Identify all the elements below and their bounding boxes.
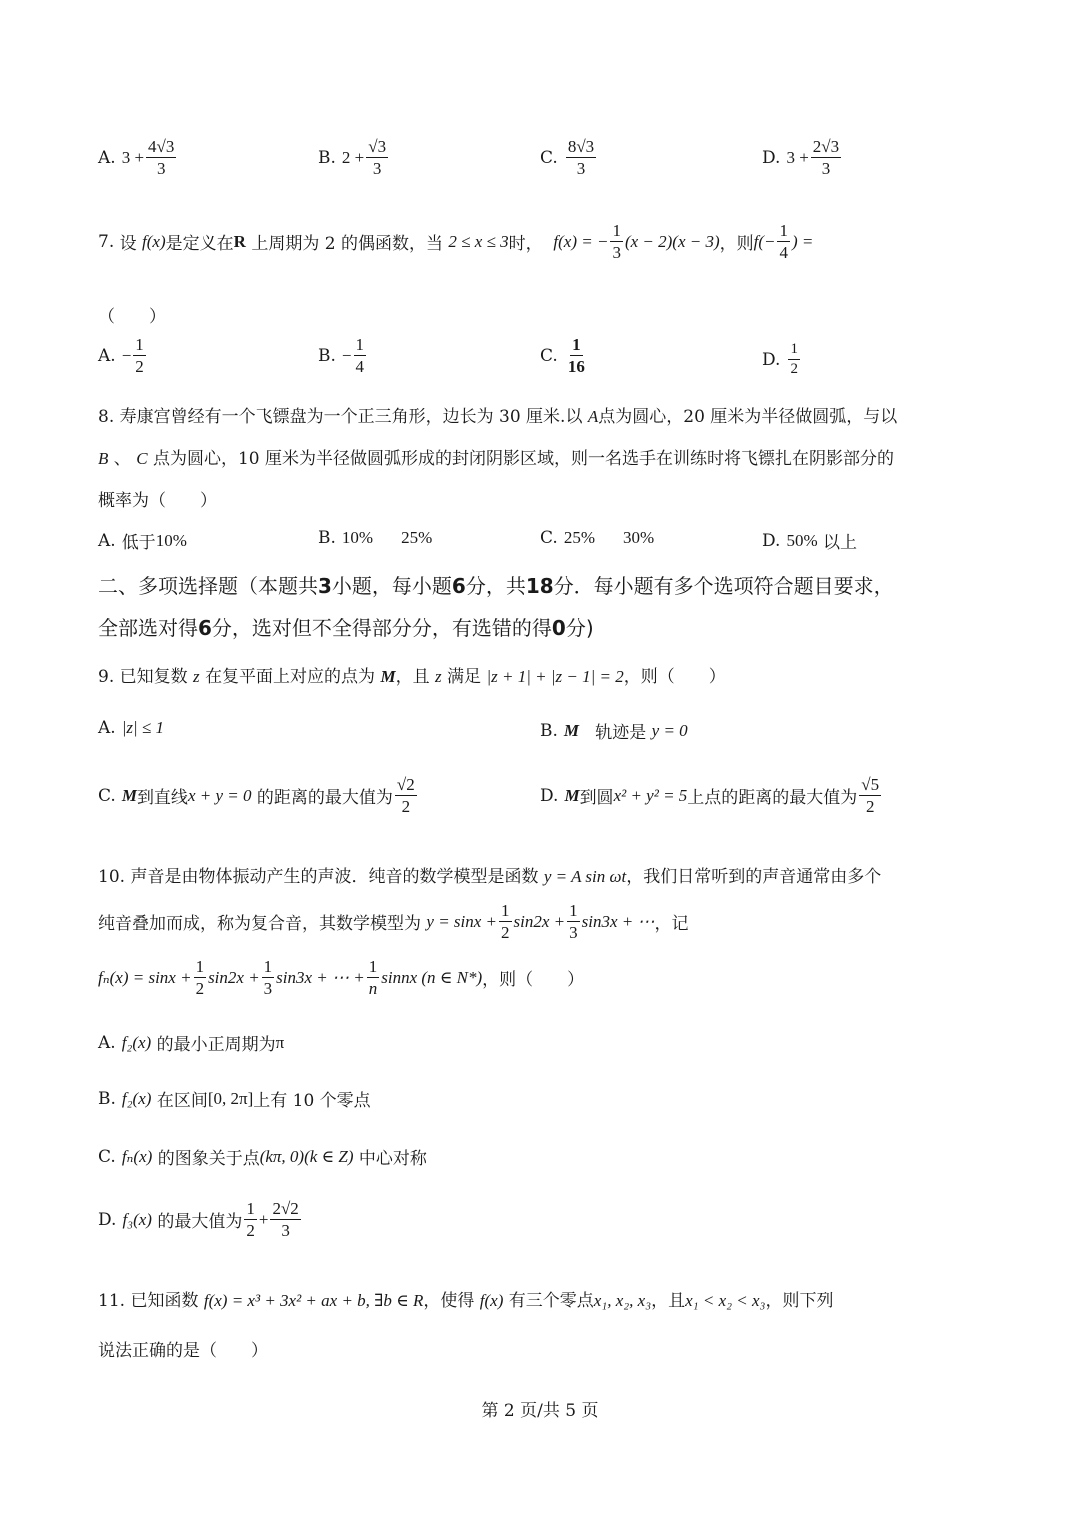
q8-line3: 概率为（ ） <box>98 491 217 511</box>
q9-option-c: C. M 到直线 x + y = 0 的距离的最大值为 $\frac{√2}{2}$ <box>98 775 415 816</box>
q9-option-b: B. M 轨迹是 y = 0 <box>540 720 688 743</box>
q10-option-d: D. f₃(x) 的最大值为 $\frac{1}{2}$ + $\frac{2√2}{3}$ <box>98 1199 299 1240</box>
q10-line1: 10. 声音是由物体振动产生的声波．纯音的数学模型是函数 y = A sin ωt，我们日常听到的声音通常由多个 <box>98 867 882 887</box>
section2-heading-line2: 全部选对得6分，选对但不全得部分分，有选错的得0分) <box>98 616 594 640</box>
q6-option-b: B. 2 + $\frac{√3}{3}$ <box>318 137 387 178</box>
section2-heading-line1: 二、多项选择题（本题共3小题，每小题6分，共18分．每小题有多个选项符合题目要求， <box>98 574 894 598</box>
q8-option-b: B. 10% 25% <box>318 528 433 548</box>
q11-line2: 说法正确的是（ ） <box>98 1341 268 1361</box>
q7-option-a: A. − $\frac{1}{2}$ <box>98 335 144 376</box>
q9-option-d: D. M 到圆 x² + y² = 5 上点的距离的最大值为 $\frac{√5}{2}$ <box>540 775 880 816</box>
q10-line3: fₙ(x) = sinx + $\frac{1}{2}$ sin2x + $\frac{1}{3}$ sin3x + ⋯ + $\frac{1}{n}$ sinnx (n ∈ N*) ，则（ ） <box>98 957 585 998</box>
q8-line2: B 、 C 点为圆心，10 厘米为半径做圆弧形成的封闭阴影区域，则一名选手在训练时将飞镖扎在阴影部分的 <box>98 449 894 469</box>
q10-line2: 纯音叠加而成，称为复合音，其数学模型为 y = sinx + $\frac{1}{2}$ sin2x + $\frac{1}{3}$ sin3x + ⋯ ，记 <box>98 901 689 942</box>
q9-option-a: A. |z| ≤ 1 <box>98 718 164 738</box>
page-footer: 第 2 页/共 5 页 <box>481 1401 599 1421</box>
q7-option-c: C. $\frac{1}{16}$ <box>540 335 585 376</box>
q8-option-d: D. 50% 以上 <box>762 530 858 553</box>
q10-option-a: A. f₂(x) 的最小正周期为 π <box>98 1032 285 1055</box>
q7-answer-paren: （ ） <box>98 307 166 327</box>
q11-line1: 11. 已知函数 f(x) = x³ + 3x² + ax + b, ∃b ∈ R，使得 f(x) 有三个零点x₁, x₂, x₃，且x₁ < x₂ < x₃，则下列 <box>98 1291 834 1311</box>
q8-line1: 8. 寿康宫曾经有一个飞镖盘为一个正三角形，边长为 30 厘米.以 A点为圆心，20 厘米为半径做圆弧，与以 <box>98 407 898 427</box>
q10-option-b: B. f₂(x) 在区间 [0, 2π] 上有 10 个零点 <box>98 1088 371 1111</box>
q7-option-d: D. $\frac{1}{2}$ <box>762 341 798 377</box>
q6-option-a: A. 3 + $\frac{4√3}{3}$ <box>98 137 175 178</box>
q6-option-c: C. $\frac{8√3}{3}$ <box>540 137 595 178</box>
q7-option-b: B. − $\frac{1}{4}$ <box>318 335 364 376</box>
q6-option-d: D. 3 + $\frac{2√3}{3}$ <box>762 137 840 178</box>
q7-stem: 7. 设 f(x) 是定义在 R 上周期为 2 的偶函数，当 2 ≤ x ≤ 3 时， f(x) = − $\frac{1}{3}$ (x − 2)(x − 3) ，则 f(− $\frac{1}{4}$ ) = <box>98 221 814 262</box>
q10-option-c: C. fₙ(x) 的图象关于点 (kπ, 0)(k ∈ Z) 中心对称 <box>98 1146 427 1169</box>
q9-stem: 9. 已知复数 z 在复平面上对应的点为 M，且 z 满足 |z + 1| + |z − 1| = 2，则（ ） <box>98 667 726 687</box>
q8-option-c: C. 25% 30% <box>540 528 655 548</box>
q8-option-a: A. 低于 10% <box>98 530 187 553</box>
